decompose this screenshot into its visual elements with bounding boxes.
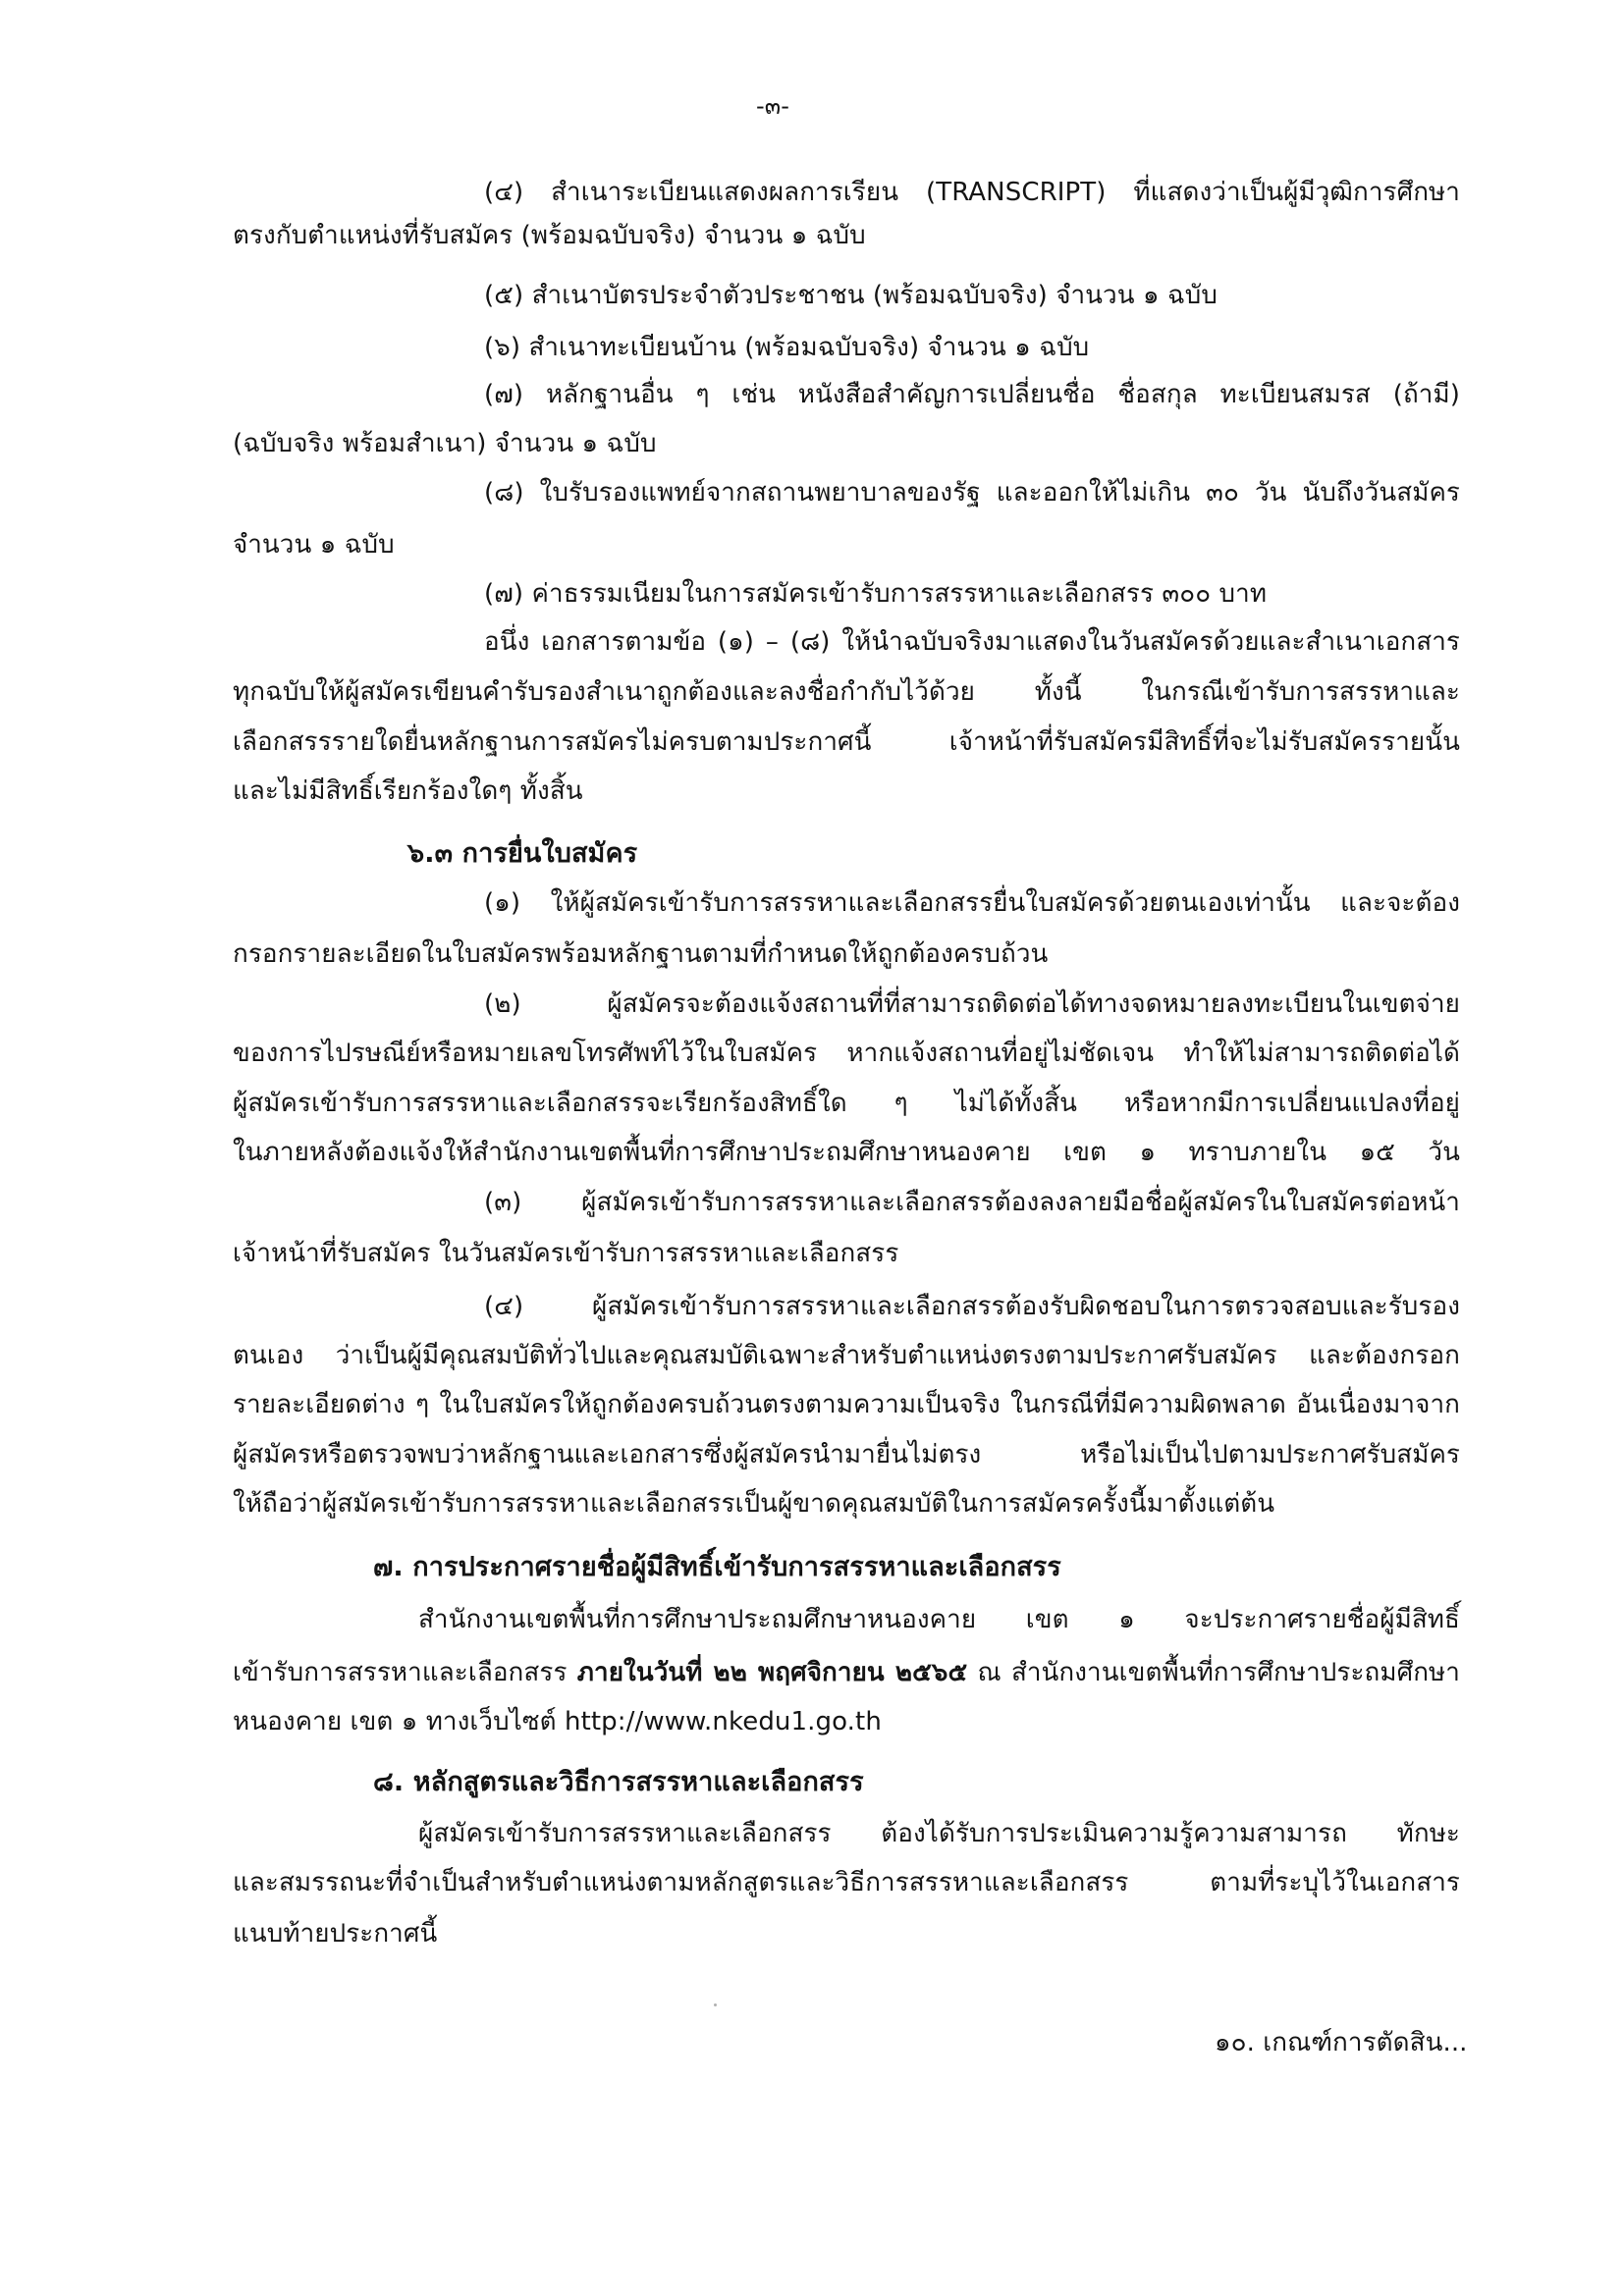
section-7-line-3: หนองคาย เขต ๑ ทางเว็บไซต์ http://www.nkedu1.go.th — [233, 1707, 882, 1736]
note-line-2: ทุกฉบับให้ผู้สมัครเขียนคำรับรองสำเนาถูกต้องและลงชื่อกำกับไว้ด้วย ทั้งนี้ ในกรณีเข้ารับการสรรหาและ — [233, 677, 1460, 707]
doc-item-8-line-2: จำนวน ๑ ฉบับ — [233, 530, 395, 560]
announcement-date: ภายในวันที่ ๒๒ พฤศจิกายน ๒๕๖๕ — [576, 1658, 968, 1687]
note-line-4: และไม่มีสิทธิ์เรียกร้องใดๆ ทั้งสิ้น — [233, 776, 583, 806]
note-line-3: เลือกสรรรายใดยื่นหลักฐานการสมัครไม่ครบตามประกาศนี้ เจ้าหน้าที่รับสมัครมีสิทธิ์ที่จะไม่รับสมัครรายนั้น — [233, 727, 1460, 757]
doc-item-7-line-1: (๗) หลักฐานอื่น ๆ เช่น หนังสือสำคัญการเปลี่ยนชื่อ ชื่อสกุล ทะเบียนสมรส (ถ้ามี) — [484, 380, 1460, 409]
section-7-line-2-end: ณ สำนักงานเขตพื้นที่การศึกษาประถมศึกษา — [967, 1658, 1460, 1687]
section-6-3-p4-line-4: ผู้สมัครหรือตรวจพบว่าหลักฐานและเอกสารซึ่งผู้สมัครนำมายื่นไม่ตรง หรือไม่เป็นไปตามประกาศรับสมัคร — [233, 1440, 1460, 1469]
section-6-3-p2-line-2: ของการไปรษณีย์หรือหมายเลขโทรศัพท์ไว้ในใบสมัคร หากแจ้งสถานที่อยู่ไม่ชัดเจน ทำให้ไม่สามารถติดต่อได้ — [233, 1039, 1460, 1068]
section-6-3-p4-line-1: (๔) ผู้สมัครเข้ารับการสรรหาและเลือกสรรต้องรับผิดชอบในการตรวจสอบและรับรอง — [484, 1292, 1460, 1321]
doc-item-4-line-1: (๔) สำเนาระเบียนแสดงผลการเรียน (TRANSCRIPT) ที่แสดงว่าเป็นผู้มีวุฒิการศึกษา — [484, 178, 1460, 207]
doc-item-7-line-2: (ฉบับจริง พร้อมสำเนา) จำนวน ๑ ฉบับ — [233, 429, 657, 458]
section-8-line-2: และสมรรถนะที่จำเป็นสำหรับตำแหน่งตามหลักสูตรและวิธีการสรรหาและเลือกสรร ตามที่ระบุไว้ในเอกสาร — [233, 1868, 1460, 1897]
section-6-3-p2-line-3: ผู้สมัครเข้ารับการสรรหาและเลือกสรรจะเรียกร้องสิทธิ์ใด ๆ ไม่ได้ทั้งสิ้น หรือหากมีการเปลี่ยนแปลงที่อยู่ — [233, 1089, 1460, 1118]
section-7-line-2 — [233, 1653, 1460, 1692]
doc-item-5: (๕) สำเนาบัตรประจำตัวประชาชน (พร้อมฉบับจริง) จำนวน ๑ ฉบับ — [484, 281, 1218, 310]
section-6-3-p2-line-4: ในภายหลังต้องแจ้งให้สำนักงานเขตพื้นที่การศึกษาประถมศึกษาหนองคาย เขต ๑ ทราบภายใน ๑๕ วัน — [233, 1138, 1460, 1167]
section-6-3-p4-line-3: รายละเอียดต่าง ๆ ในใบสมัครให้ถูกต้องครบถ้วนตรงตามความเป็นจริง ในกรณีที่มีความผิดพลาด อันเนื่องมาจาก — [233, 1390, 1460, 1419]
section-7-heading: ๗. การประกาศรายชื่อผู้มีสิทธิ์เข้ารับการสรรหาและเลือกสรร — [373, 1552, 1061, 1582]
section-6-3-p4-line-5: ให้ถือว่าผู้สมัครเข้ารับการสรรหาและเลือกสรรเป็นผู้ขาดคุณสมบัติในการสมัครครั้งนี้มาตั้งแต่ต้น — [233, 1489, 1275, 1519]
section-6-3-p1-line-2: กรอกรายละเอียดในใบสมัครพร้อมหลักฐานตามที่กำหนดให้ถูกต้องครบถ้วน — [233, 939, 1049, 969]
section-6-3-p2-line-1: (๒) ผู้สมัครจะต้องแจ้งสถานที่ที่สามารถติดต่อได้ทางจดหมายลงทะเบียนในเขตจ่าย — [484, 989, 1460, 1019]
section-6-3-p3-line-2: เจ้าหน้าที่รับสมัคร ในวันสมัครเข้ารับการสรรหาและเลือกสรร — [233, 1239, 899, 1268]
doc-item-6: (๖) สำเนาทะเบียนบ้าน (พร้อมฉบับจริง) จำนวน ๑ ฉบับ — [484, 333, 1090, 362]
section-6-3-p1-line-1: (๑) ให้ผู้สมัครเข้ารับการสรรหาและเลือกสรรยื่นใบสมัครด้วยตนเองเท่านั้น และจะต้อง — [484, 888, 1460, 918]
note-line-1: อนึ่ง เอกสารตามข้อ (๑) – (๘) ให้นำฉบับจริงมาแสดงในวันสมัครด้วยและสำเนาเอกสาร — [484, 627, 1460, 657]
section-6-3-p4-line-2: ตนเอง ว่าเป็นผู้มีคุณสมบัติทั่วไปและคุณสมบัติเฉพาะสำหรับตำแหน่งตรงตามประกาศรับสมัคร และต้องกรอก — [233, 1341, 1460, 1370]
section-6-3-heading: ๖.๓ การยื่นใบสมัคร — [407, 838, 638, 869]
scan-speck — [714, 2003, 717, 2006]
doc-item-fee: (๗) ค่าธรรมเนียมในการสมัครเข้ารับการสรรหาและเลือกสรร ๓๐๐ บาท — [484, 579, 1268, 609]
doc-item-4-line-2: ตรงกับตำแหน่งที่รับสมัคร (พร้อมฉบับจริง) จำนวน ๑ ฉบับ — [233, 221, 866, 250]
doc-item-8-line-1: (๘) ใบรับรองแพทย์จากสถานพยาบาลของรัฐ และออกให้ไม่เกิน ๓๐ วัน นับถึงวันสมัคร — [484, 478, 1460, 507]
section-8-line-1: ผู้สมัครเข้ารับการสรรหาและเลือกสรร ต้องได้รับการประเมินความรู้ความสามารถ ทักษะ — [418, 1819, 1460, 1848]
section-8-heading: ๘. หลักสูตรและวิธีการสรรหาและเลือกสรร — [373, 1767, 864, 1797]
section-7-line-2-start: เข้ารับการสรรหาและเลือกสรร — [233, 1658, 577, 1687]
continuation-marker: ๑๐. เกณฑ์การตัดสิน... — [1215, 2028, 1468, 2057]
section-6-3-p3-line-1: (๓) ผู้สมัครเข้ารับการสรรหาและเลือกสรรต้องลงลายมือชื่อผู้สมัครในใบสมัครต่อหน้า — [484, 1188, 1460, 1217]
page-number: -๓- — [756, 92, 790, 120]
section-7-line-1: สำนักงานเขตพื้นที่การศึกษาประถมศึกษาหนองคาย เขต ๑ จะประกาศรายชื่อผู้มีสิทธิ์ — [418, 1605, 1460, 1634]
section-8-line-3: แนบท้ายประกาศนี้ — [233, 1919, 438, 1949]
